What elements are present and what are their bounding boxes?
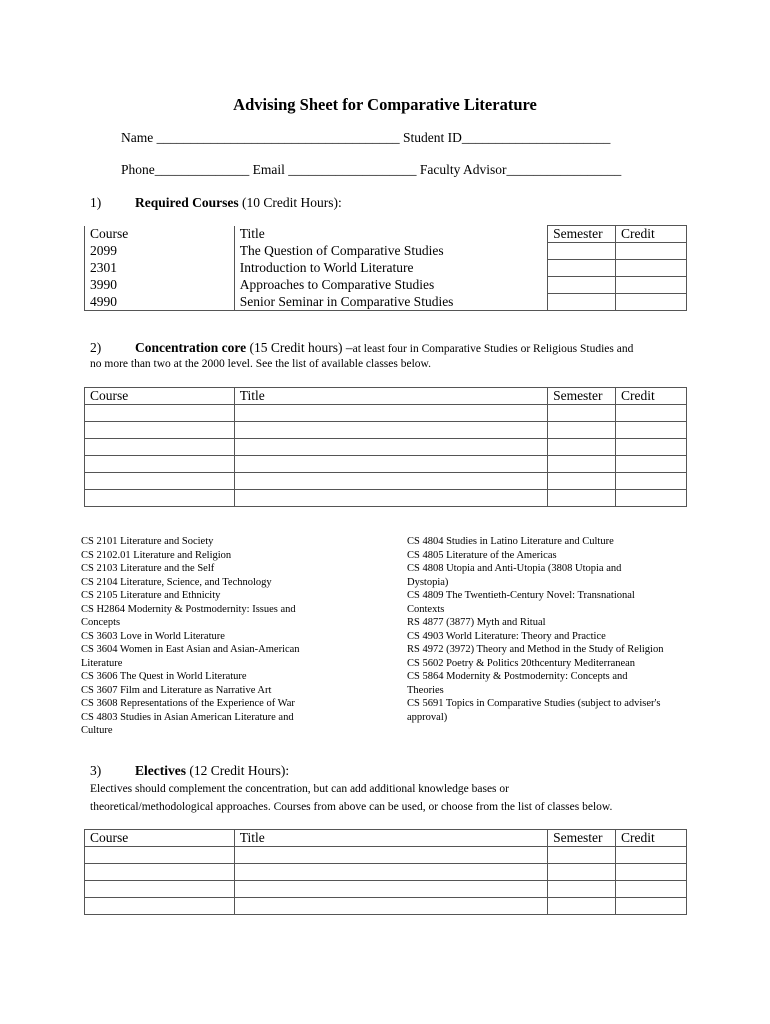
credit-cell[interactable] [616, 847, 687, 864]
credit-cell[interactable] [616, 422, 687, 439]
list-item: CS 3603 Love in World Literature [81, 630, 225, 642]
course-cell[interactable] [85, 864, 235, 881]
phone-label: Phone [121, 162, 155, 177]
course-cell[interactable] [85, 422, 235, 439]
section3-heading [135, 763, 289, 779]
table-row [85, 422, 687, 439]
table-row [85, 881, 687, 898]
section3-number: 3) [90, 763, 102, 778]
student-id-field[interactable]: ______________________ [461, 130, 611, 145]
table-row [85, 864, 687, 881]
table-row [85, 898, 687, 915]
list-item: CS 4808 Utopia and Anti-Utopia (3808 Utopia and Dystopia) [407, 563, 622, 588]
phone-field[interactable]: ______________ [154, 162, 250, 177]
header-title: Title [234, 226, 547, 243]
credit-cell[interactable] [616, 456, 687, 473]
name-label: Name [121, 130, 154, 145]
credit-cell[interactable] [616, 473, 687, 490]
section1-heading [135, 195, 342, 211]
list-item: CS 3607 Film and Literature as Narrative Art [81, 684, 272, 696]
semester-cell[interactable] [548, 847, 616, 864]
course-title: Introduction to World Literature [234, 260, 547, 277]
table-row [85, 260, 687, 277]
required-courses-table [84, 225, 687, 311]
course-cell[interactable] [85, 456, 235, 473]
table-header-row [85, 388, 687, 405]
list-item: CS 4803 Studies in Asian American Literature and Culture [81, 711, 294, 736]
list-item: CS 5602 Poetry & Politics 20thcentury Mediterranean [407, 657, 636, 669]
list-item: CS 3606 The Quest in World Literature [81, 671, 247, 682]
header-credit: Credit [616, 226, 687, 243]
section2-number: 2) [90, 340, 102, 355]
credit-cell[interactable] [616, 243, 687, 260]
list-item: CS 4805 Literature of the Americas [407, 549, 557, 561]
list-item: CS 2101 Literature and Society [81, 536, 214, 547]
list-item: RS 4972 (3972) Theory and Method in the Study of Religion [407, 644, 664, 655]
semester-cell[interactable] [548, 405, 616, 422]
course-list-right [407, 535, 665, 724]
header-semester: Semester [548, 226, 616, 243]
semester-cell[interactable] [548, 473, 616, 490]
page-title: Advising Sheet for Comparative Literature [233, 95, 537, 114]
table-row [85, 405, 687, 422]
section1-sub: (10 Credit Hours): [242, 195, 342, 210]
section3-sub: (12 Credit Hours): [189, 763, 290, 778]
email-field[interactable]: ___________________ [288, 162, 417, 177]
list-item: CS 2102.01 Literature and Religion [81, 549, 232, 561]
header-course: Course [85, 830, 235, 847]
list-item: CS 3604 Women in East Asian and Asian-American Literature [81, 644, 300, 669]
semester-cell[interactable] [548, 260, 616, 277]
semester-cell[interactable] [548, 898, 616, 915]
email-label: Email [252, 162, 285, 177]
concentration-table [84, 387, 687, 507]
course-number: 3990 [85, 277, 235, 294]
section2-title: Concentration core [135, 340, 247, 355]
course-cell[interactable] [85, 490, 235, 507]
course-number: 2099 [85, 243, 235, 260]
list-item: CS 4809 The Twentieth-Century Novel: Transnational Contexts [407, 590, 635, 615]
list-item: CS H2864 Modernity & Postmodernity: Issues and Concepts [81, 603, 296, 628]
list-item: CS 4804 Studies in Latino Literature and Culture [407, 536, 614, 547]
course-cell[interactable] [85, 847, 235, 864]
table-row [85, 490, 687, 507]
credit-cell[interactable] [616, 405, 687, 422]
contact-line [121, 162, 621, 178]
table-row [85, 847, 687, 864]
section3-title: Electives [135, 763, 186, 778]
student-id-label: Student ID [402, 130, 462, 145]
table-header-row [85, 830, 687, 847]
table-row [85, 243, 687, 260]
credit-cell[interactable] [616, 490, 687, 507]
semester-cell[interactable] [548, 864, 616, 881]
title-cell[interactable] [234, 490, 547, 507]
title-cell[interactable] [234, 456, 547, 473]
title-cell[interactable] [234, 473, 547, 490]
title-cell[interactable] [234, 898, 547, 915]
table-header-row [85, 226, 687, 243]
course-title: The Question of Comparative Studies [234, 243, 547, 260]
semester-cell[interactable] [548, 439, 616, 456]
title-cell[interactable] [234, 881, 547, 898]
table-row [85, 473, 687, 490]
section1-title: Required Courses [135, 195, 239, 210]
credit-cell[interactable] [616, 881, 687, 898]
advisor-label: Faculty Advisor [419, 162, 507, 177]
course-cell[interactable] [85, 405, 235, 422]
section2-note-2: no more than two at the 2000 level. See the list of available classes below. [90, 358, 431, 370]
name-line [121, 130, 610, 146]
section2-sub: (15 Credit hours) – [249, 340, 353, 355]
semester-cell[interactable] [548, 490, 616, 507]
course-list-left [81, 535, 326, 738]
section2-note-1: at least four in Comparative Studies or Religious Studies and [352, 343, 634, 355]
semester-cell[interactable] [548, 277, 616, 294]
semester-cell[interactable] [548, 422, 616, 439]
table-row [85, 439, 687, 456]
credit-cell[interactable] [616, 294, 687, 311]
course-cell[interactable] [85, 881, 235, 898]
table-row [85, 277, 687, 294]
header-semester: Semester [548, 388, 616, 405]
list-item: CS 2103 Literature and the Self [81, 563, 215, 574]
credit-cell[interactable] [616, 864, 687, 881]
header-credit: Credit [616, 388, 687, 405]
title-cell[interactable] [234, 864, 547, 881]
advisor-field[interactable]: _________________ [506, 162, 622, 177]
header-semester: Semester [548, 830, 616, 847]
header-credit: Credit [616, 830, 687, 847]
header-title: Title [234, 830, 547, 847]
course-number: 2301 [85, 260, 235, 277]
list-item: CS 2104 Literature, Science, and Technology [81, 576, 272, 588]
list-item: CS 4903 World Literature: Theory and Practice [407, 630, 606, 642]
credit-cell[interactable] [616, 260, 687, 277]
list-item: CS 2105 Literature and Ethnicity [81, 590, 221, 601]
section1-number: 1) [90, 195, 102, 210]
title-cell[interactable] [234, 847, 547, 864]
electives-table [84, 829, 687, 915]
course-cell[interactable] [85, 473, 235, 490]
title-cell[interactable] [234, 422, 547, 439]
credit-cell[interactable] [616, 439, 687, 456]
header-course: Course [85, 388, 235, 405]
semester-cell[interactable] [548, 881, 616, 898]
title-cell[interactable] [234, 439, 547, 456]
section3-desc-1: Electives should complement the concentration, but can add additional knowledge bases or [90, 783, 509, 795]
header-course: Course [85, 226, 235, 243]
course-cell[interactable] [85, 439, 235, 456]
name-field[interactable]: ____________________________________ [156, 130, 400, 145]
course-number: 4990 [85, 294, 235, 311]
course-title: Approaches to Comparative Studies [234, 277, 547, 294]
list-item: CS 5691 Topics in Comparative Studies (subject to adviser's approval) [407, 698, 661, 723]
credit-cell[interactable] [616, 898, 687, 915]
list-item: CS 3608 Representations of the Experience of War [81, 698, 295, 709]
section3-desc-2: theoretical/methodological approaches. Courses from above can be used, or choose from the list of classes below. [90, 801, 613, 813]
table-row [85, 294, 687, 311]
semester-cell[interactable] [548, 294, 616, 311]
credit-cell[interactable] [616, 277, 687, 294]
table-row [85, 456, 687, 473]
list-item: CS 5864 Modernity & Postmodernity: Concepts and Theories [407, 671, 628, 696]
course-cell[interactable] [85, 898, 235, 915]
course-title: Senior Seminar in Comparative Studies [234, 294, 547, 311]
title-cell[interactable] [234, 405, 547, 422]
semester-cell[interactable] [548, 456, 616, 473]
header-title: Title [234, 388, 547, 405]
semester-cell[interactable] [548, 243, 616, 260]
list-item: RS 4877 (3877) Myth and Ritual [407, 617, 546, 628]
section2-heading [135, 340, 633, 356]
